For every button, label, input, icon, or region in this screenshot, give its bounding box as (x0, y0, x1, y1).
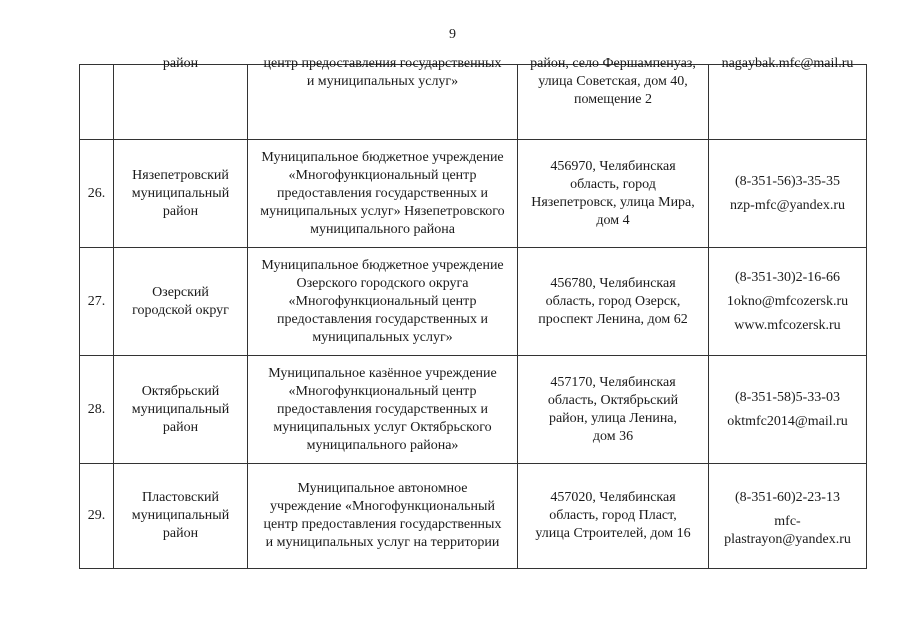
address-line: 457170, Челябинская (550, 374, 676, 390)
institution-line: и муниципальных услуг» (306, 74, 459, 89)
address-line: Нязепетровск, улица Мира, (531, 194, 695, 210)
address-line: дом 4 (596, 212, 630, 228)
mfc-table (79, 56, 867, 569)
table-row (80, 464, 867, 569)
table-row (80, 65, 867, 140)
email-text: mfc- (774, 514, 801, 529)
institution-cell (248, 464, 518, 569)
row-number: 28. (80, 356, 114, 464)
row-number: 29. (80, 464, 114, 569)
address-line: район, село Фершампенуаз, (530, 56, 696, 71)
email-text: oktmfc2014@mail.ru (727, 413, 848, 429)
area-line: район (162, 56, 199, 71)
institution-line: муниципальных услуг» (312, 329, 453, 345)
area-cell (114, 56, 248, 140)
area-line: район (162, 526, 199, 541)
institution-line: центр предоставления государственных (263, 517, 502, 532)
contacts-cell (709, 140, 867, 248)
institution-line: Муниципальное бюджетное учреждение (261, 149, 504, 165)
institution-cell (248, 248, 518, 356)
area-line: Нязепетровский (132, 167, 229, 183)
address-line: район, улица Ленина, (548, 410, 678, 426)
institution-cell (248, 56, 518, 140)
institution-line: учреждение «Многофункциональный (270, 499, 495, 514)
area-line: муниципальный (131, 508, 230, 523)
website-text: www.mfcozersk.ru (734, 317, 841, 333)
address-line: область, Октябрьский (547, 392, 679, 408)
area-line: Пластовский (142, 490, 219, 505)
address-line: 457020, Челябинская (550, 490, 676, 505)
institution-line: «Многофункциональный центр (288, 383, 477, 399)
email-text: nagaybak.mfc@mail.ru (721, 56, 854, 71)
institution-line: «Многофункциональный центр (288, 167, 477, 183)
address-line: область, город Озерск, (545, 293, 681, 309)
area-line: район (162, 203, 199, 219)
row-number: 27. (80, 248, 114, 356)
area-cell (114, 140, 248, 248)
institution-line: предоставления государственных и (277, 311, 488, 327)
institution-line: и муниципальных услуг на территории (265, 535, 500, 550)
institution-line: муниципальных услуг Октябрьского (273, 419, 492, 435)
page-number: 9 (449, 27, 456, 42)
area-cell (114, 464, 248, 569)
row-number: 26. (80, 140, 114, 248)
institution-line: предоставления государственных и (277, 185, 488, 201)
area-line: Октябрьский (141, 383, 220, 399)
contacts-cell (709, 248, 867, 356)
address-line: улица Строителей, дом 16 (535, 526, 691, 541)
contacts-cell (709, 464, 867, 569)
email-text: plastrayon@yandex.ru (724, 532, 851, 547)
institution-line: Озерского городского округа (296, 275, 469, 291)
address-line: помещение 2 (574, 92, 652, 107)
email-text: 1okno@mfcozersk.ru (726, 293, 849, 309)
address-cell (518, 140, 709, 248)
area-line: Озерский (152, 284, 209, 300)
address-cell (518, 356, 709, 464)
institution-line: Муниципальное казённое учреждение (268, 365, 497, 381)
institution-line: предоставления государственных и (277, 401, 488, 417)
area-line: муниципальный (131, 401, 230, 417)
address-cell (518, 464, 709, 569)
phone-text: (8-351-60)2-23-13 (735, 490, 840, 505)
table-row (80, 248, 867, 356)
area-cell (114, 248, 248, 356)
institution-line: центр предоставления государственных (263, 56, 502, 71)
institution-line: «Многофункциональный центр (288, 293, 477, 309)
institution-line: муниципальных услуг» Нязепетровского (260, 203, 505, 219)
area-line: район (162, 419, 199, 435)
address-line: дом 36 (592, 428, 634, 444)
institution-line: муниципального района» (306, 437, 459, 453)
address-cell (518, 248, 709, 356)
address-cell (518, 56, 709, 140)
institution-line: Муниципальное бюджетное учреждение (261, 257, 504, 273)
address-line: область, город (570, 176, 656, 192)
phone-text: (8-351-58)5-33-03 (735, 389, 840, 405)
area-cell (114, 356, 248, 464)
table-row (80, 140, 867, 248)
contacts-cell (709, 356, 867, 464)
address-line: проспект Ленина, дом 62 (538, 311, 688, 327)
contacts-cell (709, 56, 867, 140)
area-line: городской округ (132, 302, 229, 318)
address-line: 456970, Челябинская (550, 158, 676, 174)
address-line: область, город Пласт, (549, 508, 677, 523)
phone-text: (8-351-56)3-35-35 (735, 173, 840, 189)
institution-cell (248, 140, 518, 248)
table-row (80, 356, 867, 464)
email-text: nzp-mfc@yandex.ru (729, 197, 846, 213)
phone-text: (8-351-30)2-16-66 (735, 269, 840, 285)
row-number (80, 65, 114, 140)
institution-line: Муниципальное автономное (297, 481, 468, 496)
institution-cell (248, 356, 518, 464)
address-line: улица Советская, дом 40, (538, 74, 688, 89)
area-line: муниципальный (131, 185, 230, 201)
address-line: 456780, Челябинская (550, 275, 676, 291)
institution-line: муниципального района (310, 221, 455, 237)
